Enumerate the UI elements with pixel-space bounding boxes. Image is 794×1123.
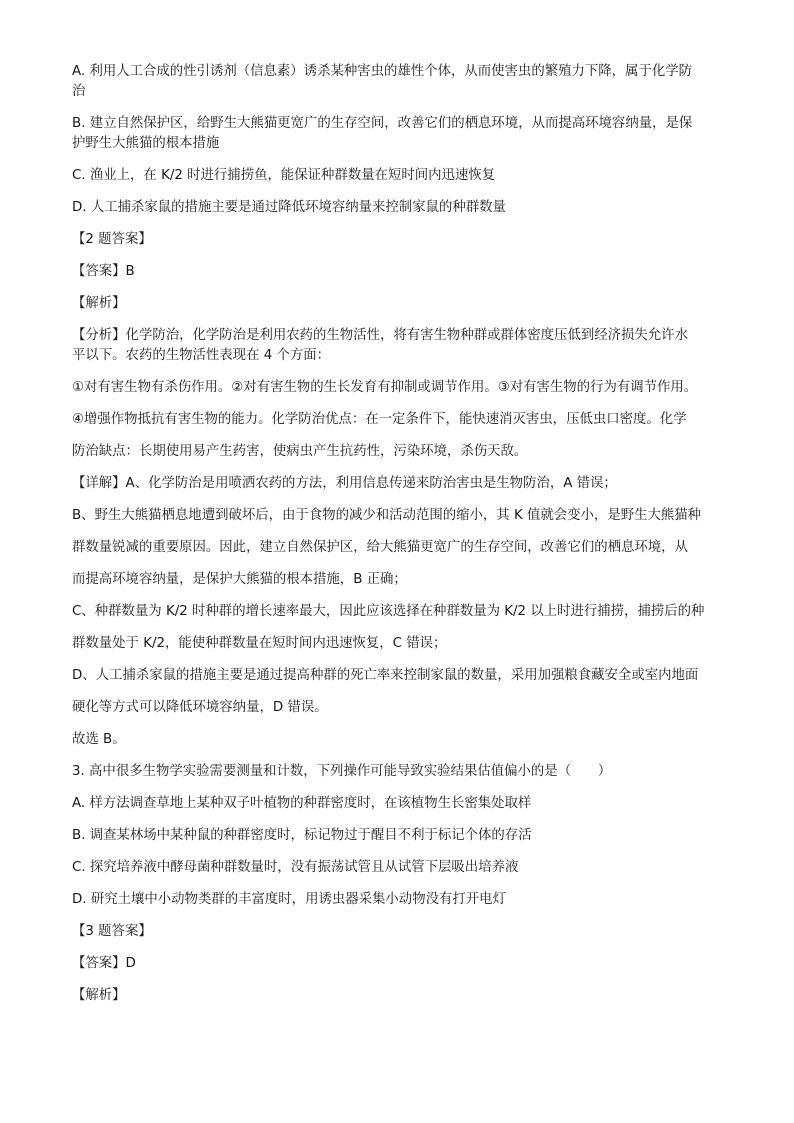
option-b-line-2: 护野生大熊猫的根本措施 [72,136,220,151]
q2-analysis-line-3: ①对有害生物有杀伤作用。②对有害生物的生长发育有抑制或调节作用。③对有害生物的行为有调节作用。 [72,380,698,395]
q2-answer-heading: 【2 题答案】 [72,232,152,247]
q3-option-b: B. 调查某林场中某种鼠的种群密度时，标记物过于醒目不利于标记个体的存活 [72,828,532,843]
q2-detail-b-line-2: 群数量锐减的重要原因。因此，建立自然保护区，给大熊猫更宽广的生存空间，改善它们的栖息环境，从 [72,540,688,555]
q2-analysis-line-1: 【分析】化学防治，化学防治是利用农药的生物活性，将有害生物种群或群体密度压低到经济损失允许水 [72,328,688,343]
option-a-line-1: A. 利用人工合成的性引诱剂（信息素）诱杀某种害虫的雄性个体，从而使害虫的繁殖力下降，属于化学防 [72,64,693,79]
document-page [72,62,724,1006]
q3-option-c: C. 探究培养液中酵母菌种群数量时，没有振荡试管且从试管下层吸出培养液 [72,860,519,875]
q2-analysis-heading: 【解析】 [72,296,126,311]
option-d-line: D. 人工捕杀家鼠的措施主要是通过降低环境容纳量来控制家鼠的种群数量 [72,200,506,215]
q2-detail-d-line-2: 硬化等方式可以降低环境容纳量，D 错误。 [72,700,328,715]
option-c-line: C. 渔业上，在 K/2 时进行捕捞鱼，能保证种群数量在短时间内迅速恢复 [72,168,496,183]
q3-option-d: D. 研究土壤中小动物类群的丰富度时，用诱虫器采集小动物没有打开电灯 [72,892,506,907]
q2-detail-b-line-1: B、野生大熊猫栖息地遭到破坏后，由于食物的减少和活动范围的缩小，其 K 值就会变小，是野生大熊猫种 [72,508,702,523]
q2-detail-b-line-3: 而提高环境容纳量，是保护大熊猫的根本措施，B 正确； [72,572,407,587]
option-b-line-1: B. 建立自然保护区，给野生大熊猫更宽广的生存空间，改善它们的栖息环境，从而提高环境容纳量，是保 [72,116,693,131]
q2-analysis-line-5: 防治缺点：长期使用易产生药害，使病虫产生抗药性，污染环境，杀伤天敌。 [72,444,528,459]
q2-analysis-line-4: ④增强作物抵抗有害生物的能力。化学防治优点：在一定条件下，能快速消灭害虫，压低虫口密度。化学 [72,412,687,427]
q3-option-a: A. 样方法调查草地上某种双子叶植物的种群密度时，在该植物生长密集处取样 [72,796,532,811]
q3-analysis-heading: 【解析】 [72,988,126,1003]
q2-detail-d-line-1: D、人工捕杀家鼠的措施主要是通过提高种群的死亡率来控制家鼠的数量，采用加强粮食藏安全或室内地面 [72,668,699,683]
option-a-line-2: 治 [72,84,86,99]
q2-detail-c-line-2: 群数量处于 K/2，能使种群数量在短时间内迅速恢复，C 错误； [72,636,447,651]
q2-detail-c-line-1: C、种群数量为 K/2 时种群的增长速率最大，因此应该选择在种群数量为 K/2 以上时进行捕捞，捕捞后的种 [72,604,705,619]
q2-analysis-line-2: 平以下。农药的生物活性表现在 4 个方面： [72,348,331,363]
q2-conclusion: 故选 B。 [72,732,126,747]
q3-answer-heading: 【3 题答案】 [72,924,152,939]
q3-answer: 【答案】D [72,956,136,971]
q2-detail-a: 【详解】A、化学防治是用喷洒农药的方法，利用信息传递来防治害虫是生物防治，A 错误； [72,476,617,491]
q2-answer: 【答案】B [72,264,135,279]
q3-stem: 3. 高中很多生物学实验需要测量和计数，下列操作可能导致实验结果估值偏小的是（ ） [72,764,612,779]
